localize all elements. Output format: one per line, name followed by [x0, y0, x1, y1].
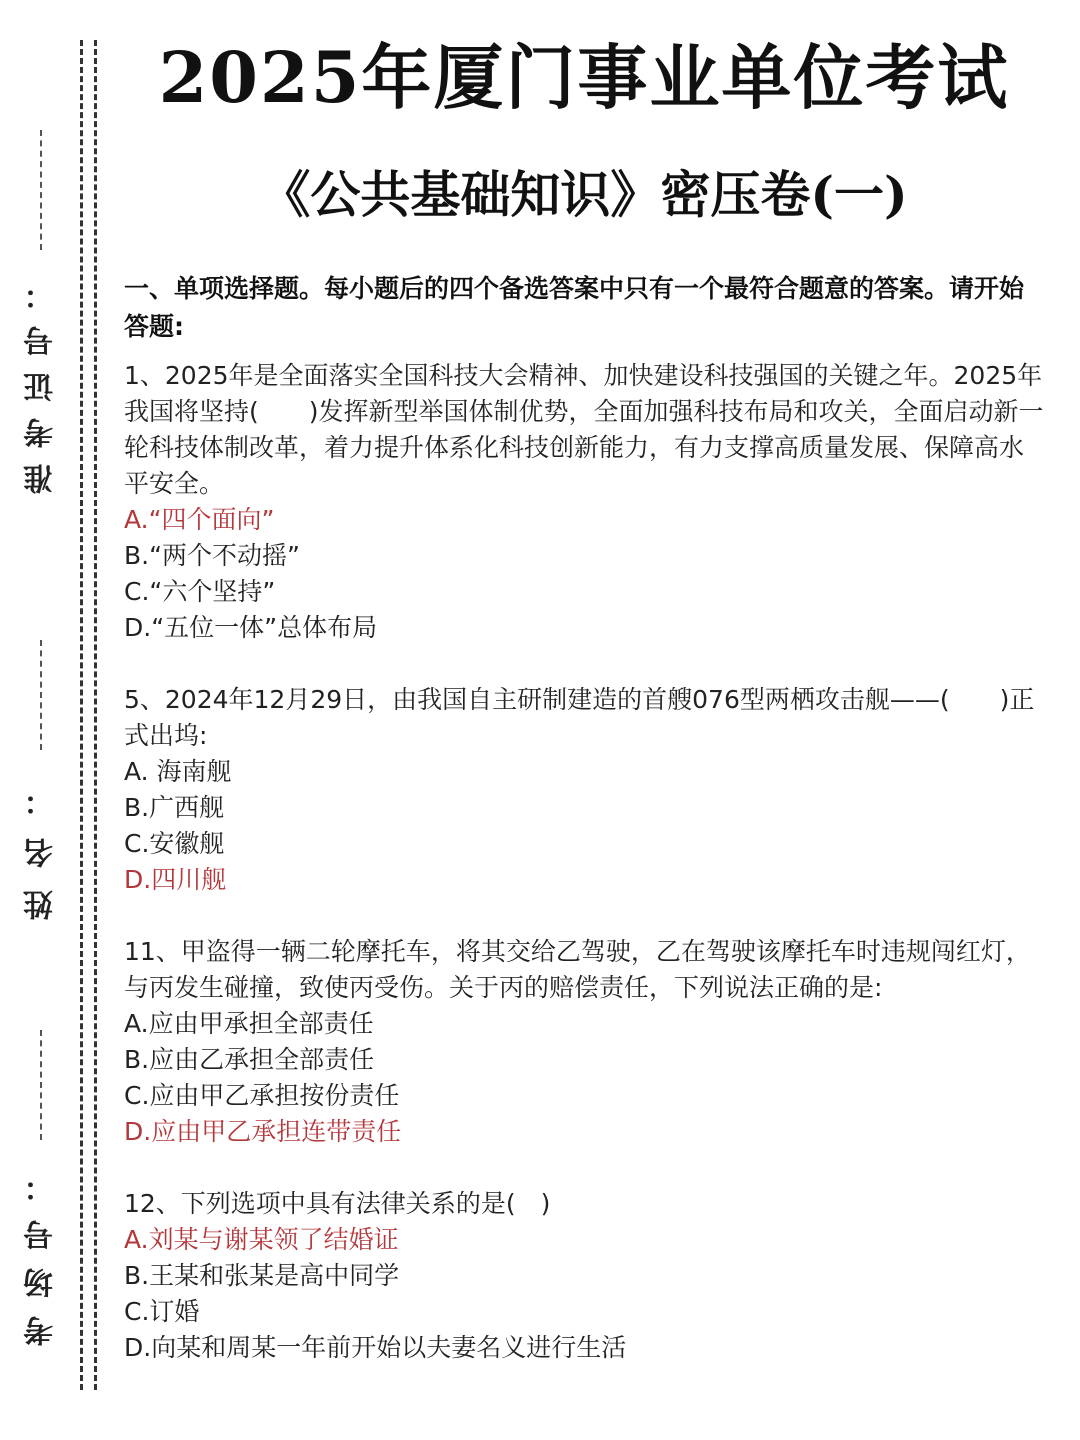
- option-d-correct: D.四川舰: [124, 865, 227, 894]
- question-stem: 11、甲盗得一辆二轮摩托车，将其交给乙驾驶，乙在驾驶该摩托车时违规闯红灯，与丙发生碰撞，致使丙受伤。关于丙的赔偿责任，下列说法正确的是:: [124, 937, 1031, 1002]
- question-1: [124, 358, 1044, 646]
- question-stem: 12、下列选项中具有法律关系的是( ): [124, 1189, 551, 1218]
- margin-field-name: [18, 630, 66, 920]
- option-a-correct: A.“四个面向”: [124, 505, 275, 534]
- option-d: D.向某和周某一年前开始以夫妻名义进行生活: [124, 1333, 627, 1362]
- option-b: B.广西舰: [124, 793, 225, 822]
- paper-subtitle: 《公共基础知识》密压卷(一): [260, 165, 908, 224]
- option-b: B.王某和张某是高中同学: [124, 1261, 400, 1290]
- option-d: D.“五位一体”总体布局: [124, 613, 378, 642]
- fill-blank-line: [40, 1030, 44, 1140]
- question-stem: 1、2025年是全面落实全国科技大会精神、加快建设科技强国的关键之年。2025年我国将坚持( )发挥新型举国体制优势，全面加强科技布局和攻关，全面启动新一轮科技体制改革，着力提升体系化科技创新能力，有力支撑高质量发展、保障高水平安全。: [124, 361, 1044, 498]
- option-c: C.安徽舰: [124, 829, 225, 858]
- question-stem: 5、2024年12月29日，由我国自主研制建造的首艘076型两栖攻击舰——( )正式出坞:: [124, 685, 1035, 750]
- margin-label-exam-number: 准考证号：: [24, 264, 59, 494]
- fill-blank-line: [40, 130, 44, 250]
- page-title: 2025年厦门事业单位考试: [158, 36, 1010, 119]
- margin-label-room-number: 考场号：: [24, 1154, 59, 1346]
- option-a-correct: A.刘某与谢某领了结婚证: [124, 1225, 399, 1254]
- option-c: C.订婚: [124, 1297, 200, 1326]
- option-c: C.应由甲乙承担按份责任: [124, 1081, 400, 1110]
- binding-margin: [0, 0, 110, 1440]
- option-d-correct: D.应由甲乙承担连带责任: [124, 1117, 402, 1146]
- question-5: [124, 682, 1044, 898]
- option-a: A.应由甲承担全部责任: [124, 1009, 374, 1038]
- option-b: B.“两个不动摇”: [124, 541, 301, 570]
- question-12: [124, 1186, 1044, 1366]
- binding-dashed-line: [80, 40, 83, 1390]
- margin-field-room-number: [18, 1020, 66, 1346]
- section-instructions: 一、单项选择题。每小题后的四个备选答案中只有一个最符合题意的答案。请开始答题:: [124, 274, 1025, 341]
- binding-dashed-line: [94, 40, 97, 1390]
- option-b: B.应由乙承担全部责任: [124, 1045, 375, 1074]
- fill-blank-line: [40, 640, 44, 750]
- exam-paper: [124, 30, 1044, 1366]
- option-a: A. 海南舰: [124, 757, 232, 786]
- question-11: [124, 934, 1044, 1150]
- margin-label-name: 姓名：: [24, 764, 59, 920]
- option-c: C.“六个坚持”: [124, 577, 276, 606]
- margin-field-exam-number: [18, 120, 66, 494]
